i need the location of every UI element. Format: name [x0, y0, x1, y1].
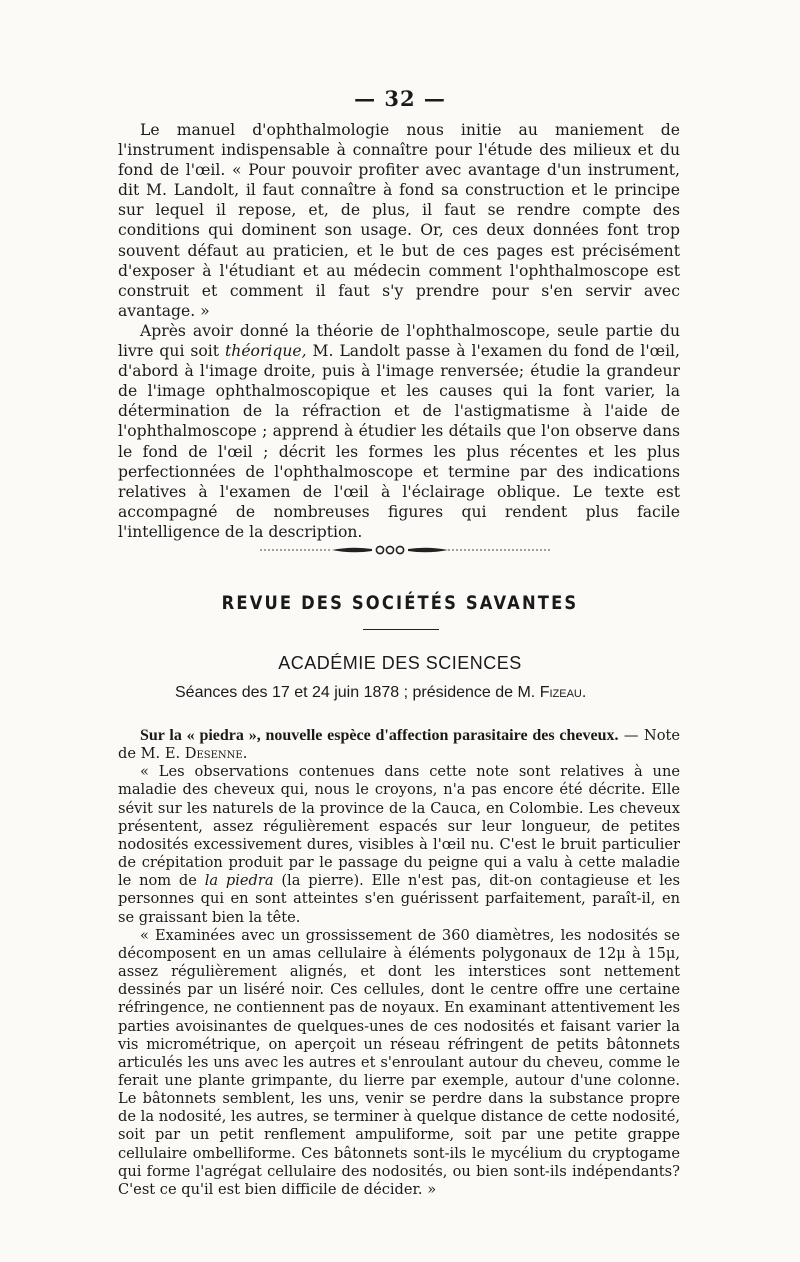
paragraph: Le manuel d'ophthalmologie nous initie au maniement de l'instrument indispensable à connaître pour l'étude des milieux et du fond de l'œil. « Pour pouvoir profiter avec avantage d'un instrument, dit M. Landolt, il faut connaître à fond sa construction et le principe sur lequel il repose, et, de plus, il faut se rendre compte des conditions qui dominent son usage. Or, ces deux données font trop souvent défaut au praticien, et le but de ces pages est précisément d'exposer à l'étudiant et au médecin comment l'ophthalmoscope est construit et comment il faut s'y prendre pour s'en servir avec avantage. » — [118, 121, 680, 320]
session-line: Séances des 17 et 24 juin 1878 ; présidence de M. Fizeau. — [175, 684, 587, 701]
paragraph: Après avoir donné la théorie de l'ophthalmoscope, seule partie du livre qui soit théorique, M. Landolt passe à l'examen du fond de l'œil, d'abord à l'image droite, puis à l'image renversée; étudie la grandeur de l'image ophthalmoscopique et les causes qui la font varier, la détermination de la réfraction et de l'astigmatisme à l'aide de l'ophthalmoscope ; apprend à étudier les détails que l'on observe dans le fond de l'œil ; décrit les formes les plus récentes et les plus perfectionnées de l'ophthalmoscope et termine par des indications relatives à l'examen de l'œil à l'éclairage oblique. Le texte est accompagné de nombreuses figures qui rendent plus facile l'intelligence de la description. — [118, 321, 680, 541]
ornamental-divider — [260, 544, 550, 556]
article-text — [118, 727, 680, 1199]
title-rule — [363, 629, 439, 630]
page-number: — 32 — — [354, 86, 446, 111]
article-heading: Sur la « piedra », nouvelle espèce d'affection parasitaire des cheveux. — Note de M. E. Desenne. — [118, 727, 680, 763]
academy-heading: ACADÉMIE DES SCIENCES — [278, 653, 522, 673]
paragraph: « Examinées avec un grossissement de 360 diamètres, les nodosités se décomposent en un amas cellulaire à éléments polygonaux de 12μ à 15μ, assez régulièrement alignés, et dont les interstices sont nettement dessinés par un liséré noir. Ces cellules, dont le centre offre une certaine réfringence, ne contiennent pas de noyaux. En examinant attentivement les parties avoisinantes de quelques-unes de ces nodosités et faisant varier la vis micrométrique, on aperçoit un réseau réfringent de petits bâtonnets articulés les uns avec les autres et s'enroulant autour du cheveu, comme le ferait une plante grimpante, du lierre par exemple, autour d'une colonne. Le bâtonnets semblent, les uns, venir se perdre dans la substance propre de la nodosité, les autres, se terminer à quelque distance de cette nodosité, soit par un petit renflement ampuliforme, soit par une petite grappe cellulaire ombelliforme. Ces bâtonnets sont-ils le mycélium du cryptogame qui forme l'agrégat cellulaire des nodosités, ou bien sont-ils indépendants? C'est ce qu'il est bien difficile de décider. » — [118, 926, 680, 1198]
paragraph: « Les observations contenues dans cette note sont relatives à une maladie des cheveux qui, nous le croyons, n'a pas encore été décrite. Elle sévit sur les naturels de la province de la Cauca, en Colombie. Les cheveux présentent, assez régulièrement espacés sur leur longueur, de petites nodosités excessivement dures, visibles à l'œil nu. C'est le bruit particulier de crépitation produit par le passage du peigne qui a valu à cette maladie le nom de la piedra (la pierre). Elle n'est pas, dit-on contagieuse et les personnes qui en sont atteintes s'en guérissent parfaitement, paraît-il, en se graissant bien la tête. — [118, 763, 680, 926]
section-title: REVUE DES SOCIÉTÉS SAVANTES — [221, 592, 579, 614]
book-review-text — [118, 120, 680, 542]
